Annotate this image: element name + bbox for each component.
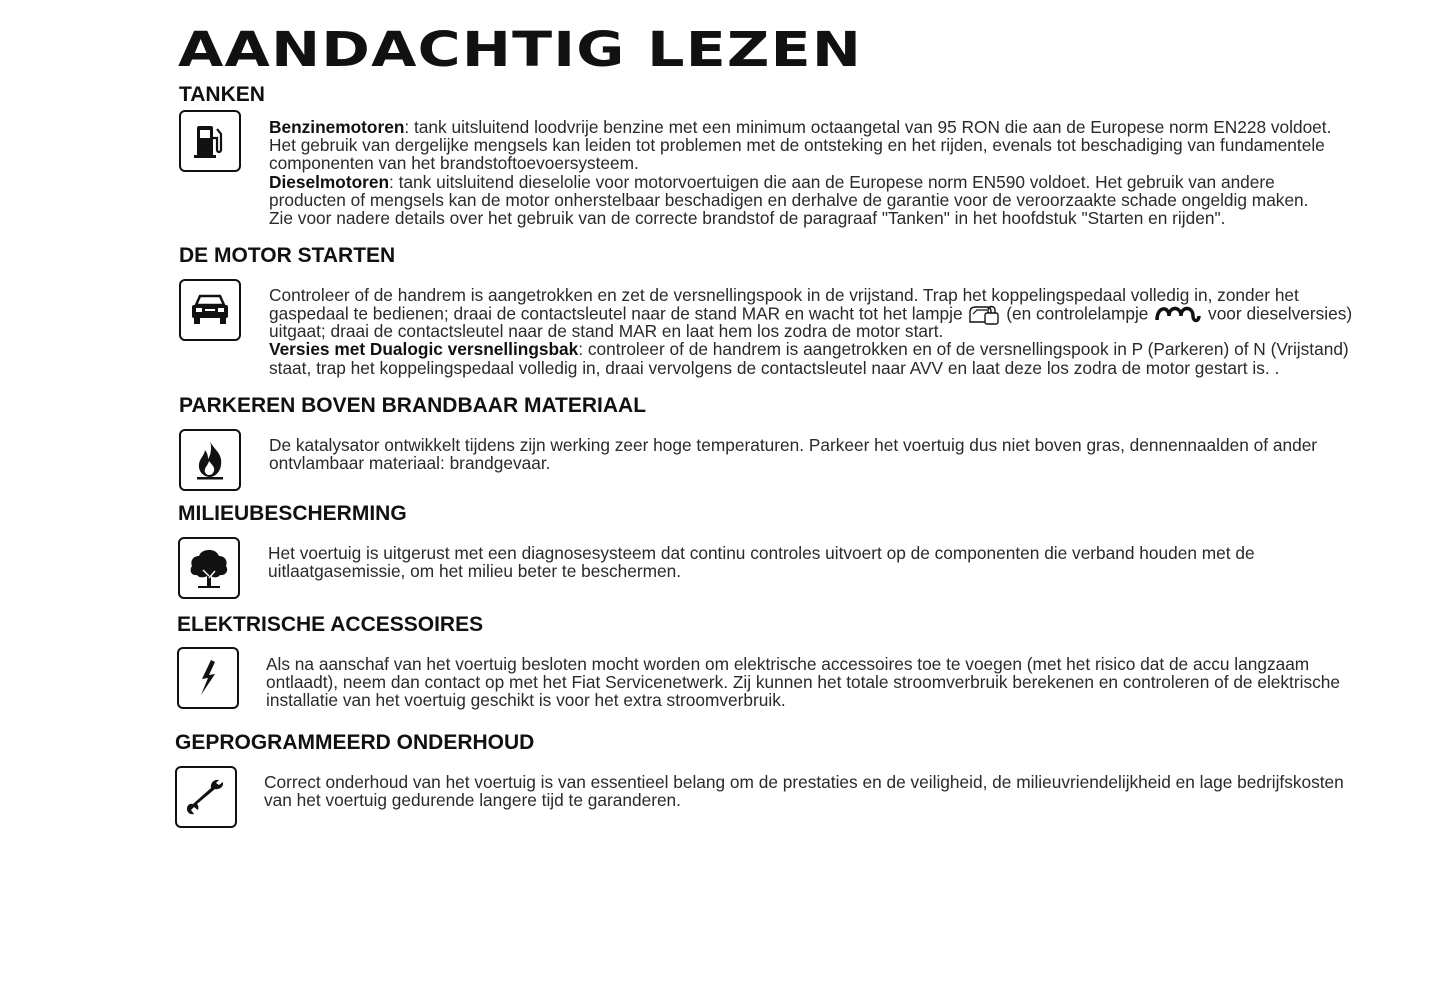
- section-heading-milieu: MILIEUBESCHERMING: [178, 502, 407, 525]
- page-title: AANDACHTIG LEZEN: [178, 22, 863, 78]
- glow-plug-icon: [1153, 304, 1203, 326]
- label-dualogic: Versies met Dualogic versnellingsbak: [269, 339, 579, 360]
- label-dieselmotoren: Dieselmotoren: [269, 171, 390, 192]
- wrench-icon: [175, 766, 237, 828]
- section-body-parkeren: De katalysator ontwikkelt tijdens zijn werking zeer hoge temperaturen. Parkeer het voertuig dus niet boven gras, dennennaalden of ander ontvlambaar materiaal: brandgevaar.: [269, 435, 1318, 474]
- fuel-pump-icon: [179, 110, 241, 172]
- car-front-icon: [179, 279, 241, 341]
- section-heading-parkeren: PARKEREN BOVEN BRANDBAAR MATERIAAL: [179, 394, 647, 417]
- label-benzinemotoren: Benzinemotoren: [269, 117, 405, 137]
- lightning-icon: [177, 647, 239, 709]
- section-heading-motor: DE MOTOR STARTEN: [179, 244, 396, 267]
- tree-icon: [178, 537, 240, 599]
- section-heading-tanken: TANKEN: [179, 83, 265, 106]
- immobilizer-warning-icon: [967, 304, 1001, 326]
- section-body-onderhoud: Correct onderhoud van het voertuig is van essentieel belang om de prestaties en de veiligheid, de milieuvriendelijkheid en lage bedrijfskosten van het voertuig gedurende langere tijd te garanderen.: [264, 772, 1344, 811]
- section-body-milieu: Het voertuig is uitgerust met een diagnosesysteem dat continu controles uitvoert op de componenten die verband houden met de uitlaatgasemissie, om het milieu beter te beschermen.: [268, 543, 1255, 582]
- section-heading-elektrisch: ELEKTRISCHE ACCESSOIRES: [177, 613, 484, 636]
- section-body-elektrisch: Als na aanschaf van het voertuig besloten mocht worden om elektrische accessoires toe te voegen (met het risico dat de accu langzaam ontlaadt), neem dan contact op met het Fiat Servicenetwerk. Zij kunnen het totale stroomverbruik berekenen en controleren of de elektrische installatie van het voertuig geschikt is voor het extra stroomverbruik.: [266, 654, 1340, 711]
- section-body-tanken: Benzinemotoren: tank uitsluitend loodvrije benzine met een minimum octaangetal van 95 RON die aan de Europese norm EN228 voldoet. Het gebruik van dergelijke mengsels kan leiden tot problemen met de ontsteking en het rijden, evenals tot beschadiging van fundamentele componenten van het brandstoftoevoersysteem. Dieselmotoren: tank uitsluitend dieselolie voor motorvoertuigen die aan de Europese norm EN590 voldoet. Het gebruik van andere producten of mengsels kan de motor onherstelbaar beschadigen en derhalve de garantie voor de veroorzaakte schade ongeldig maken. Zie voor nadere details over het gebruik van de correcte brandstof de paragraaf "Tanken" in het hoofdstuk "Starten en rijden".: [269, 117, 1332, 229]
- section-body-motor: Controleer of de handrem is aangetrokken en zet de versnellingspook in de vrijstand. Trap het koppelingspedaal volledig in, zonder het gaspedaal te bedienen; draai de contactsleutel naar de stand MAR en wacht tot het lampje (en controlelampje voor dieselversies) uitgaat; draai de contactsleutel naar de stand MAR en laat hem los zodra de motor start. Versies met Dualogic versnellingsbak: controleer of de handrem is aangetrokken en of de versnellingspook in P (Parkeren) of N (Vrijstand) staat, trap het koppelingspedaal volledig in, draai vervolgens de contactsleutel naar AVV en laat deze los zodra de motor gestart is. .: [269, 285, 1353, 378]
- flame-icon: [179, 429, 241, 491]
- section-heading-onderhoud: GEPROGRAMMEERD ONDERHOUD: [175, 731, 535, 754]
